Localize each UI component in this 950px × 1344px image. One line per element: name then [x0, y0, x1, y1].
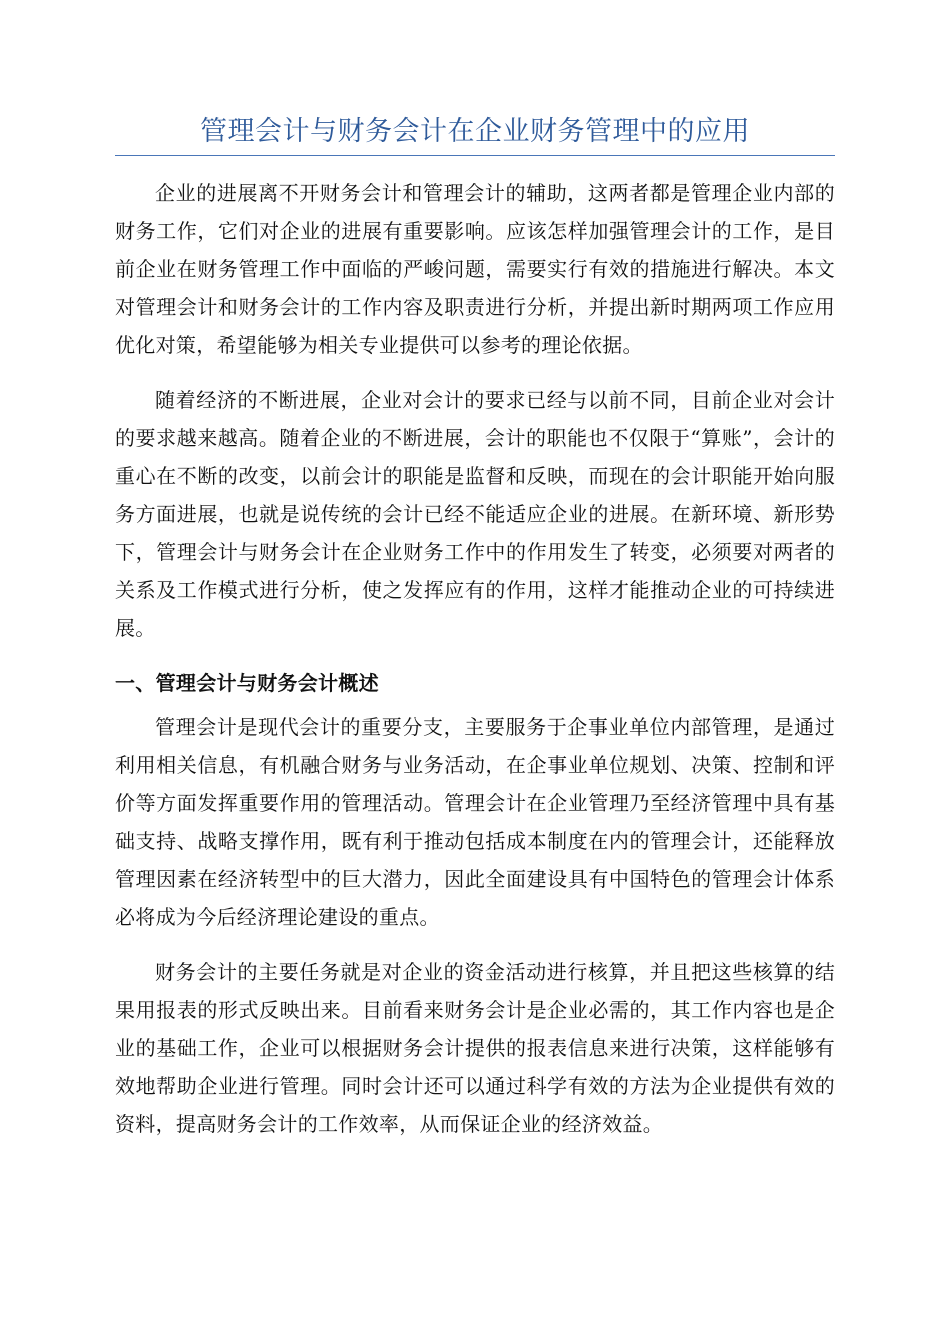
- document-title: 管理会计与财务会计在企业财务管理中的应用: [200, 116, 750, 147]
- section-1-heading: 一、管理会计与财务会计概述: [115, 671, 379, 695]
- intro-paragraph-2: 随着经济的不断进展，企业对会计的要求已经与以前不同，目前企业对会计的要求越来越高。随着企业的不断进展，会计的职能也不仅限于“算账”，会计的重心在不断的改变，以前会计的职能是监督和反映，而现在的会计职能开始向服务方面进展，也就是说传统的会计已经不能适应企业的进展。在新环境、新形势下，管理会计与财务会计在企业财务工作中的作用发生了转变，必须要对两者的关系及工作模式进行分析，使之发挥应有的作用，这样才能推动企业的可持续进展。: [115, 388, 835, 640]
- section-1-paragraph-2: 财务会计的主要任务就是对企业的资金活动进行核算，并且把这些核算的结果用报表的形式反映出来。目前看来财务会计是企业必需的，其工作内容也是企业的基础工作，企业可以根据财务会计提供的报表信息来进行决策，这样能够有效地帮助企业进行管理。同时会计还可以通过科学有效的方法为企业提供有效的资料，提高财务会计的工作效率，从而保证企业的经济效益。: [115, 960, 835, 1136]
- intro-paragraph-1: 企业的进展离不开财务会计和管理会计的辅助，这两者都是管理企业内部的财务工作，它们对企业的进展有重要影响。应该怎样加强管理会计的工作，是目前企业在财务管理工作中面临的严峻问题，需要实行有效的措施进行解决。本文对管理会计和财务会计的工作内容及职责进行分析，并提出新时期两项工作应用优化对策，希望能够为相关专业提供可以参考的理论依据。: [115, 181, 835, 357]
- section-1-paragraph-1: 管理会计是现代会计的重要分支，主要服务于企事业单位内部管理，是通过利用相关信息，有机融合财务与业务活动，在企事业单位规划、决策、控制和评价等方面发挥重要作用的管理活动。管理会计在企业管理乃至经济管理中具有基础支持、战略支撑作用，既有利于推动包括成本制度在内的管理会计，还能释放管理因素在经济转型中的巨大潜力，因此全面建设具有中国特色的管理会计体系必将成为今后经济理论建设的重点。: [115, 715, 835, 929]
- document-body: [115, 174, 835, 1160]
- title-underline: [115, 155, 835, 156]
